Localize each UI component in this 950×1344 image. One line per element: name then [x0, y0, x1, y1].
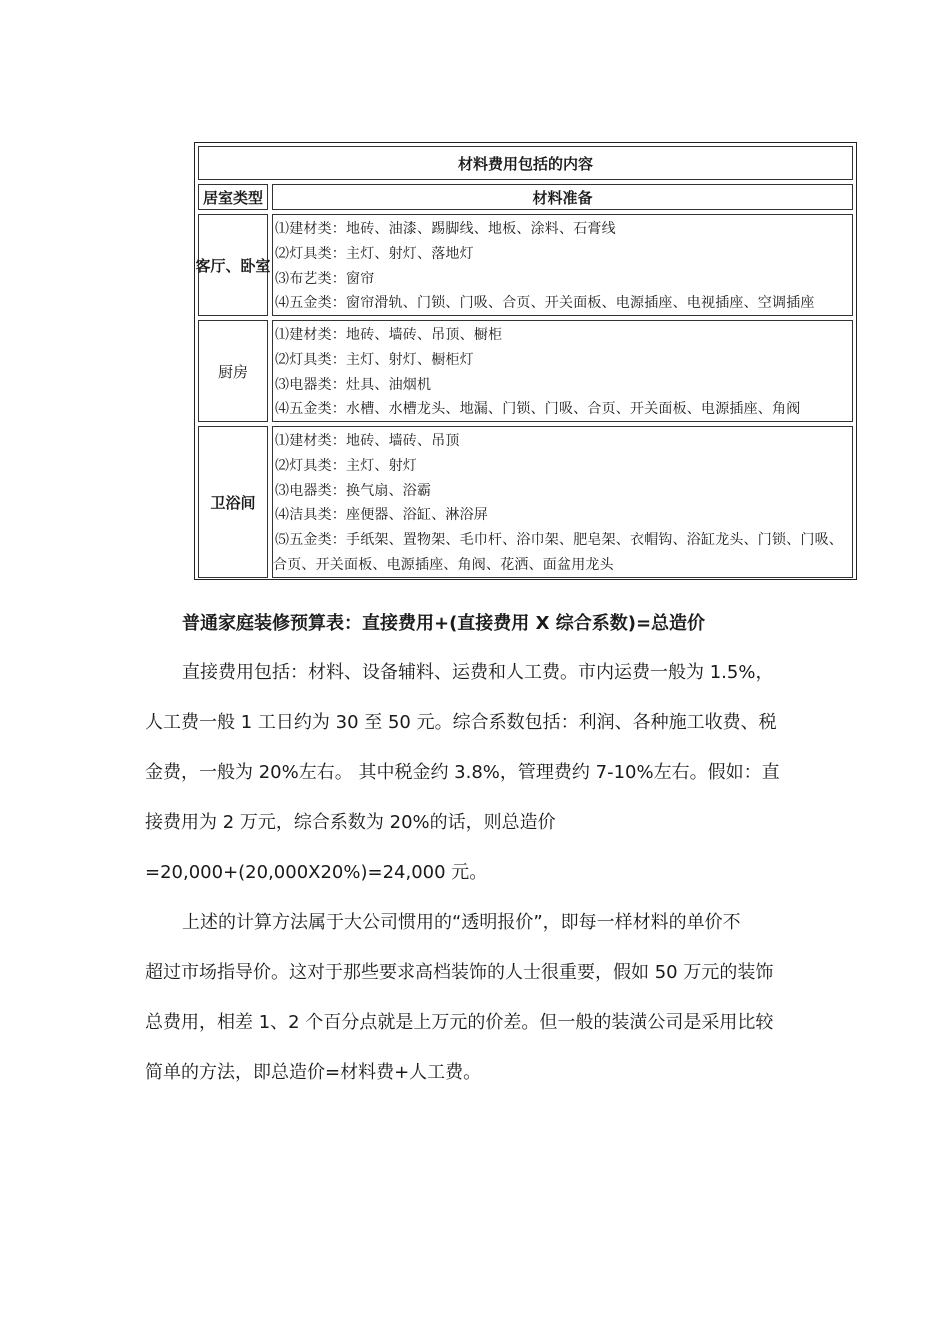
header-materials: 材料准备: [272, 184, 853, 210]
paragraph-line: 金费，一般为 20%左右。 其中税金约 3.8%，管理费约 7-10%左右。假如：直: [145, 762, 780, 783]
materials-table: [194, 142, 857, 580]
items-kitchen: [272, 320, 853, 422]
room-kitchen: 厨房: [198, 320, 268, 422]
room-living-bedroom: 客厅、卧室: [198, 214, 268, 316]
paragraph-line: 人工费一般 1 工日约为 30 至 50 元。综合系数包括：利润、各种施工收费、税: [145, 712, 777, 733]
list-item: ⑶电器类：换气扇、浴霸: [275, 482, 432, 499]
table-title: 材料费用包括的内容: [198, 146, 853, 180]
section-heading: 普通家庭装修预算表：直接费用+(直接费用 X 综合系数)=总造价: [182, 613, 706, 634]
list-item: ⑷洁具类：座便器、浴缸、淋浴屏: [275, 507, 488, 524]
room-bathroom: 卫浴间: [198, 426, 268, 578]
list-item: ⑶布艺类：窗帘: [275, 270, 375, 287]
paragraph-pricing-method: [145, 898, 825, 1098]
paragraph-line: =20,000+(20,000X20%)=24,000 元。: [145, 862, 488, 883]
paragraph-line: 总费用，相差 1、2 个百分点就是上万元的价差。但一般的装潢公司是采用比较: [145, 1012, 774, 1033]
paragraph-line: 超过市场指导价。这对于那些要求高档装饰的人士很重要，假如 50 万元的装饰: [145, 962, 774, 983]
paragraph-line: 接费用为 2 万元，综合系数为 20%的话，则总造价: [145, 812, 556, 833]
paragraph-line: 直接费用包括：材料、设备辅料、运费和人工费。市内运费一般为 1.5%，: [182, 662, 774, 683]
list-item: ⑷五金类：水槽、水槽龙头、地漏、门锁、门吸、合页、开关面板、电源插座、角阀: [275, 401, 801, 418]
list-item: ⑵灯具类：主灯、射灯、落地灯: [275, 245, 474, 262]
list-item: ⑸五金类：手纸架、置物架、毛巾杆、浴巾架、肥皂架、衣帽钩、浴缸龙头、门锁、门吸、: [275, 532, 843, 549]
list-item: ⑵灯具类：主灯、射灯、橱柜灯: [275, 351, 474, 368]
items-living-bedroom: [272, 214, 853, 316]
list-item: 合页、开关面板、电源插座、角阀、花洒、面盆用龙头: [273, 556, 614, 573]
list-item: ⑵灯具类：主灯、射灯: [275, 457, 417, 474]
list-item: ⑶电器类：灶具、油烟机: [275, 376, 432, 393]
paragraph-line: 上述的计算方法属于大公司惯用的“透明报价”，即每一样材料的单价不: [182, 912, 741, 933]
list-item: ⑷五金类：窗帘滑轨、门锁、门吸、合页、开关面板、电源插座、电视插座、空调插座: [275, 295, 815, 312]
list-item: ⑴建材类：地砖、墙砖、吊顶: [275, 433, 460, 449]
list-item: ⑴建材类：地砖、墙砖、吊顶、橱柜: [275, 327, 503, 343]
items-bathroom: [272, 426, 853, 578]
paragraph-line: 简单的方法，即总造价=材料费+人工费。: [145, 1062, 482, 1083]
header-room-type: 居室类型: [198, 184, 268, 210]
list-item: ⑴建材类：地砖、油漆、踢脚线、地板、涂料、石膏线: [275, 221, 616, 237]
paragraph-direct-costs: [145, 648, 825, 898]
